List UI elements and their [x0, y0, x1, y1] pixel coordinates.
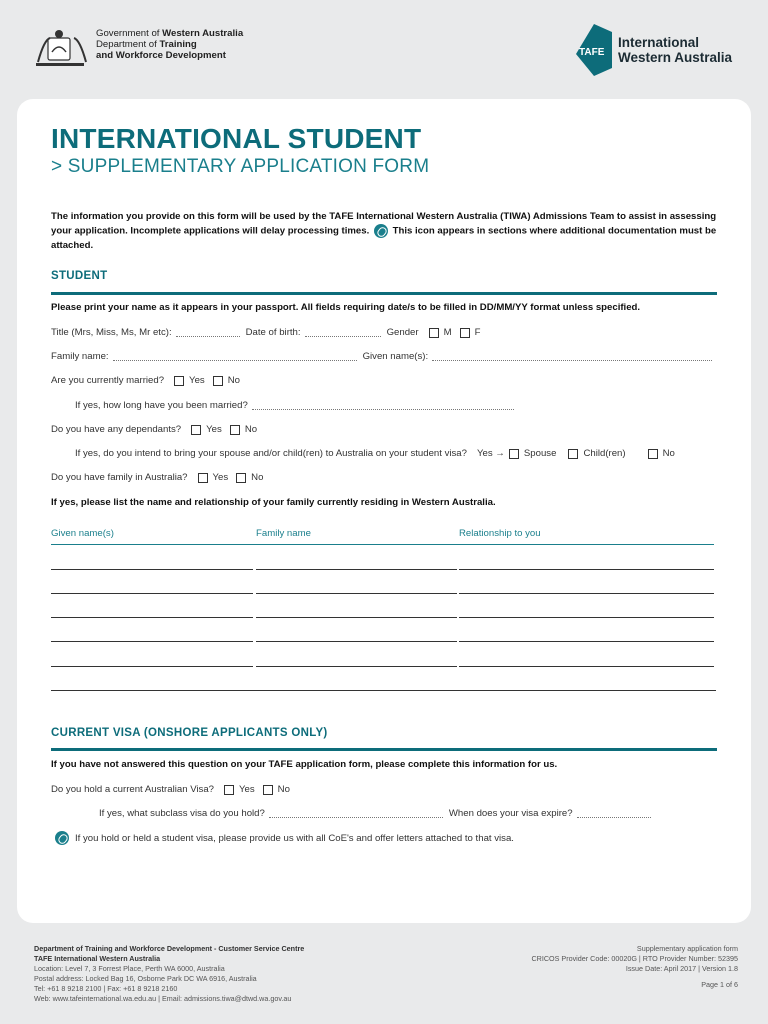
row2-relationship-field[interactable] [459, 593, 714, 594]
row5-relationship-field[interactable] [459, 666, 714, 667]
visa-instruction: If you have not answered this question on your TAFE application form, please complete this information for us. [51, 759, 558, 770]
visa-heading: CURRENT VISA (ONSHORE APPLICANTS ONLY) [51, 727, 328, 739]
col-header-relationship: Relationship to you [459, 528, 541, 539]
wa-crest-icon [34, 28, 90, 68]
row-family-australia [51, 472, 263, 483]
visa-yes-checkbox[interactable] [224, 785, 234, 795]
dob-label: Date of birth: [245, 327, 301, 338]
visa-subclass-question: If yes, what subclass visa do you hold? [99, 808, 265, 819]
gov-line3: and Workforce Development [96, 50, 226, 61]
page-title: INTERNATIONAL STUDENT [51, 123, 422, 154]
page-subtitle: > SUPPLEMENTARY APPLICATION FORM [51, 156, 430, 177]
married-duration-question: If yes, how long have you been married? [75, 400, 248, 411]
footer-line-4: Postal address: Locked Bag 16, Osborne Park DC WA 6916, Australia [34, 974, 257, 983]
intro-text-a: The information you provide on this form will be used by the TAFE International Western Australia (TIWA) Admissions Team to assist in assessing your application. Incomplete applications will delay processing times. [51, 211, 717, 237]
row3-given-field[interactable] [51, 617, 253, 618]
title-field[interactable] [176, 329, 240, 337]
gender-f-label: F [474, 327, 481, 338]
gender-label: Gender [386, 327, 419, 338]
married-no-checkbox[interactable] [213, 376, 223, 386]
bring-no-label: No [662, 448, 675, 459]
row-married [51, 375, 240, 386]
attachment-icon [55, 831, 69, 845]
family-australia-question: Do you have family in Australia? [51, 472, 188, 483]
gov-line2-pre: Department of [96, 39, 160, 50]
page-header [0, 0, 768, 98]
gender-f-checkbox[interactable] [460, 328, 470, 338]
dependants-no-checkbox[interactable] [230, 425, 240, 435]
tafe-badge-icon [576, 24, 612, 76]
given-names-field[interactable] [432, 353, 712, 361]
row1-given-field[interactable] [51, 569, 253, 570]
children-label: Child(ren) [583, 448, 626, 459]
row-visa-subclass [99, 808, 655, 819]
intro-text-b: This icon appears in sections where additional documentation must be attached. [51, 225, 717, 251]
visa-rule [51, 748, 717, 751]
row6-field[interactable] [51, 690, 716, 691]
family-australia-no-checkbox[interactable] [236, 473, 246, 483]
visa-no-checkbox[interactable] [263, 785, 273, 795]
bring-family-question: If yes, do you intend to bring your spouse and/or child(ren) to Australia on your student visa? [75, 448, 467, 459]
attachment-icon [374, 224, 388, 238]
married-question: Are you currently married? [51, 375, 165, 386]
visa-yes-label: Yes [239, 784, 255, 795]
gov-line1-pre: Government of [96, 28, 163, 39]
row4-family-field[interactable] [256, 641, 457, 642]
row-married-duration [75, 400, 518, 411]
married-yes-label: Yes [189, 375, 205, 386]
row1-family-field[interactable] [256, 569, 457, 570]
tafe-line1: International [618, 35, 700, 50]
spouse-checkbox[interactable] [509, 449, 519, 459]
tafe-line2: Western Australia [618, 50, 733, 65]
family-name-field[interactable] [113, 353, 357, 361]
family-australia-no-label: No [251, 472, 264, 483]
bring-no-checkbox[interactable] [648, 449, 658, 459]
footer-contact [34, 944, 304, 1004]
row4-relationship-field[interactable] [459, 641, 714, 642]
row2-family-field[interactable] [256, 593, 457, 594]
dependants-yes-checkbox[interactable] [191, 425, 201, 435]
page-number: Page 1 of 6 [701, 980, 738, 989]
row-bring-family [75, 448, 675, 459]
family-australia-yes-checkbox[interactable] [198, 473, 208, 483]
col-header-family-name: Family name [256, 528, 311, 539]
row5-family-field[interactable] [256, 666, 457, 667]
married-no-label: No [227, 375, 240, 386]
title-label: Title (Mrs, Miss, Ms, Mr etc): [51, 327, 172, 338]
student-instruction: Please print your name as it appears in your passport. All fields requiring date/s to be filled in DD/MM/YY format unless specified. [51, 302, 641, 313]
form-card [17, 99, 751, 923]
row-dependants [51, 424, 257, 435]
children-checkbox[interactable] [568, 449, 578, 459]
family-list-instruction: If yes, please list the name and relationship of your family currently residing in Western Australia. [51, 497, 496, 508]
row-visa-note [53, 831, 514, 845]
gov-line1-bold: Western Australia [162, 28, 244, 39]
footer-issue: Issue Date: April 2017 | Version 1.8 [625, 964, 738, 973]
col-header-given-names: Given name(s) [51, 528, 114, 539]
footer-line-1: Department of Training and Workforce Development - Customer Service Centre [34, 944, 305, 953]
spouse-label: Spouse [523, 448, 557, 459]
government-logo [34, 28, 243, 68]
tafe-logo [576, 24, 732, 76]
visa-hold-question: Do you hold a current Australian Visa? [51, 784, 215, 795]
footer-cricos: CRICOS Provider Code: 00020G | RTO Provider Number: 52395 [531, 954, 738, 963]
row-names [51, 351, 716, 362]
row-visa-hold [51, 784, 290, 795]
row3-relationship-field[interactable] [459, 617, 714, 618]
row-title-dob-gender [51, 327, 480, 338]
married-duration-field[interactable] [252, 402, 514, 410]
footer-form-name: Supplementary application form [636, 944, 738, 953]
row5-given-field[interactable] [51, 666, 253, 667]
intro-text [51, 210, 721, 253]
given-names-label: Given name(s): [362, 351, 429, 362]
gender-m-label: M [443, 327, 452, 338]
row4-given-field[interactable] [51, 641, 253, 642]
visa-note: If you hold or held a student visa, please provide us with all CoE's and offer letters attached to that visa. [75, 832, 514, 844]
table-header-rule [51, 544, 714, 545]
footer-line-3: Location: Level 7, 3 Forrest Place, Perth WA 6000, Australia [34, 964, 225, 973]
married-yes-checkbox[interactable] [174, 376, 184, 386]
family-australia-yes-label: Yes [212, 472, 229, 483]
visa-subclass-field[interactable] [269, 810, 443, 818]
footer-form-info [531, 944, 738, 990]
dob-field[interactable] [305, 329, 381, 337]
visa-no-label: No [277, 784, 290, 795]
visa-expire-question: When does your visa expire? [448, 808, 573, 819]
row1-relationship-field[interactable] [459, 569, 714, 570]
family-name-label: Family name: [51, 351, 109, 362]
footer-line-6: Web: www.tafeinternational.wa.edu.au | Email: admissions.tiwa@dtwd.wa.gov.au [34, 994, 292, 1003]
dependants-no-label: No [244, 424, 258, 435]
visa-expire-field[interactable] [577, 810, 651, 818]
dependants-yes-label: Yes [206, 424, 222, 435]
footer-line-2: TAFE International Western Australia [34, 954, 161, 963]
tafe-badge-text: TAFE [579, 47, 605, 58]
gov-line2-bold: Training [159, 39, 197, 50]
row3-family-field[interactable] [256, 617, 457, 618]
bring-yes-arrow: Yes → [476, 448, 505, 459]
footer-line-5: Tel: +61 8 9218 2100 | Fax: +61 8 9218 2160 [34, 984, 178, 993]
student-heading: STUDENT [51, 270, 108, 282]
gender-m-checkbox[interactable] [429, 328, 439, 338]
row2-given-field[interactable] [51, 593, 253, 594]
dependants-question: Do you have any dependants? [51, 424, 182, 435]
student-rule [51, 292, 717, 295]
